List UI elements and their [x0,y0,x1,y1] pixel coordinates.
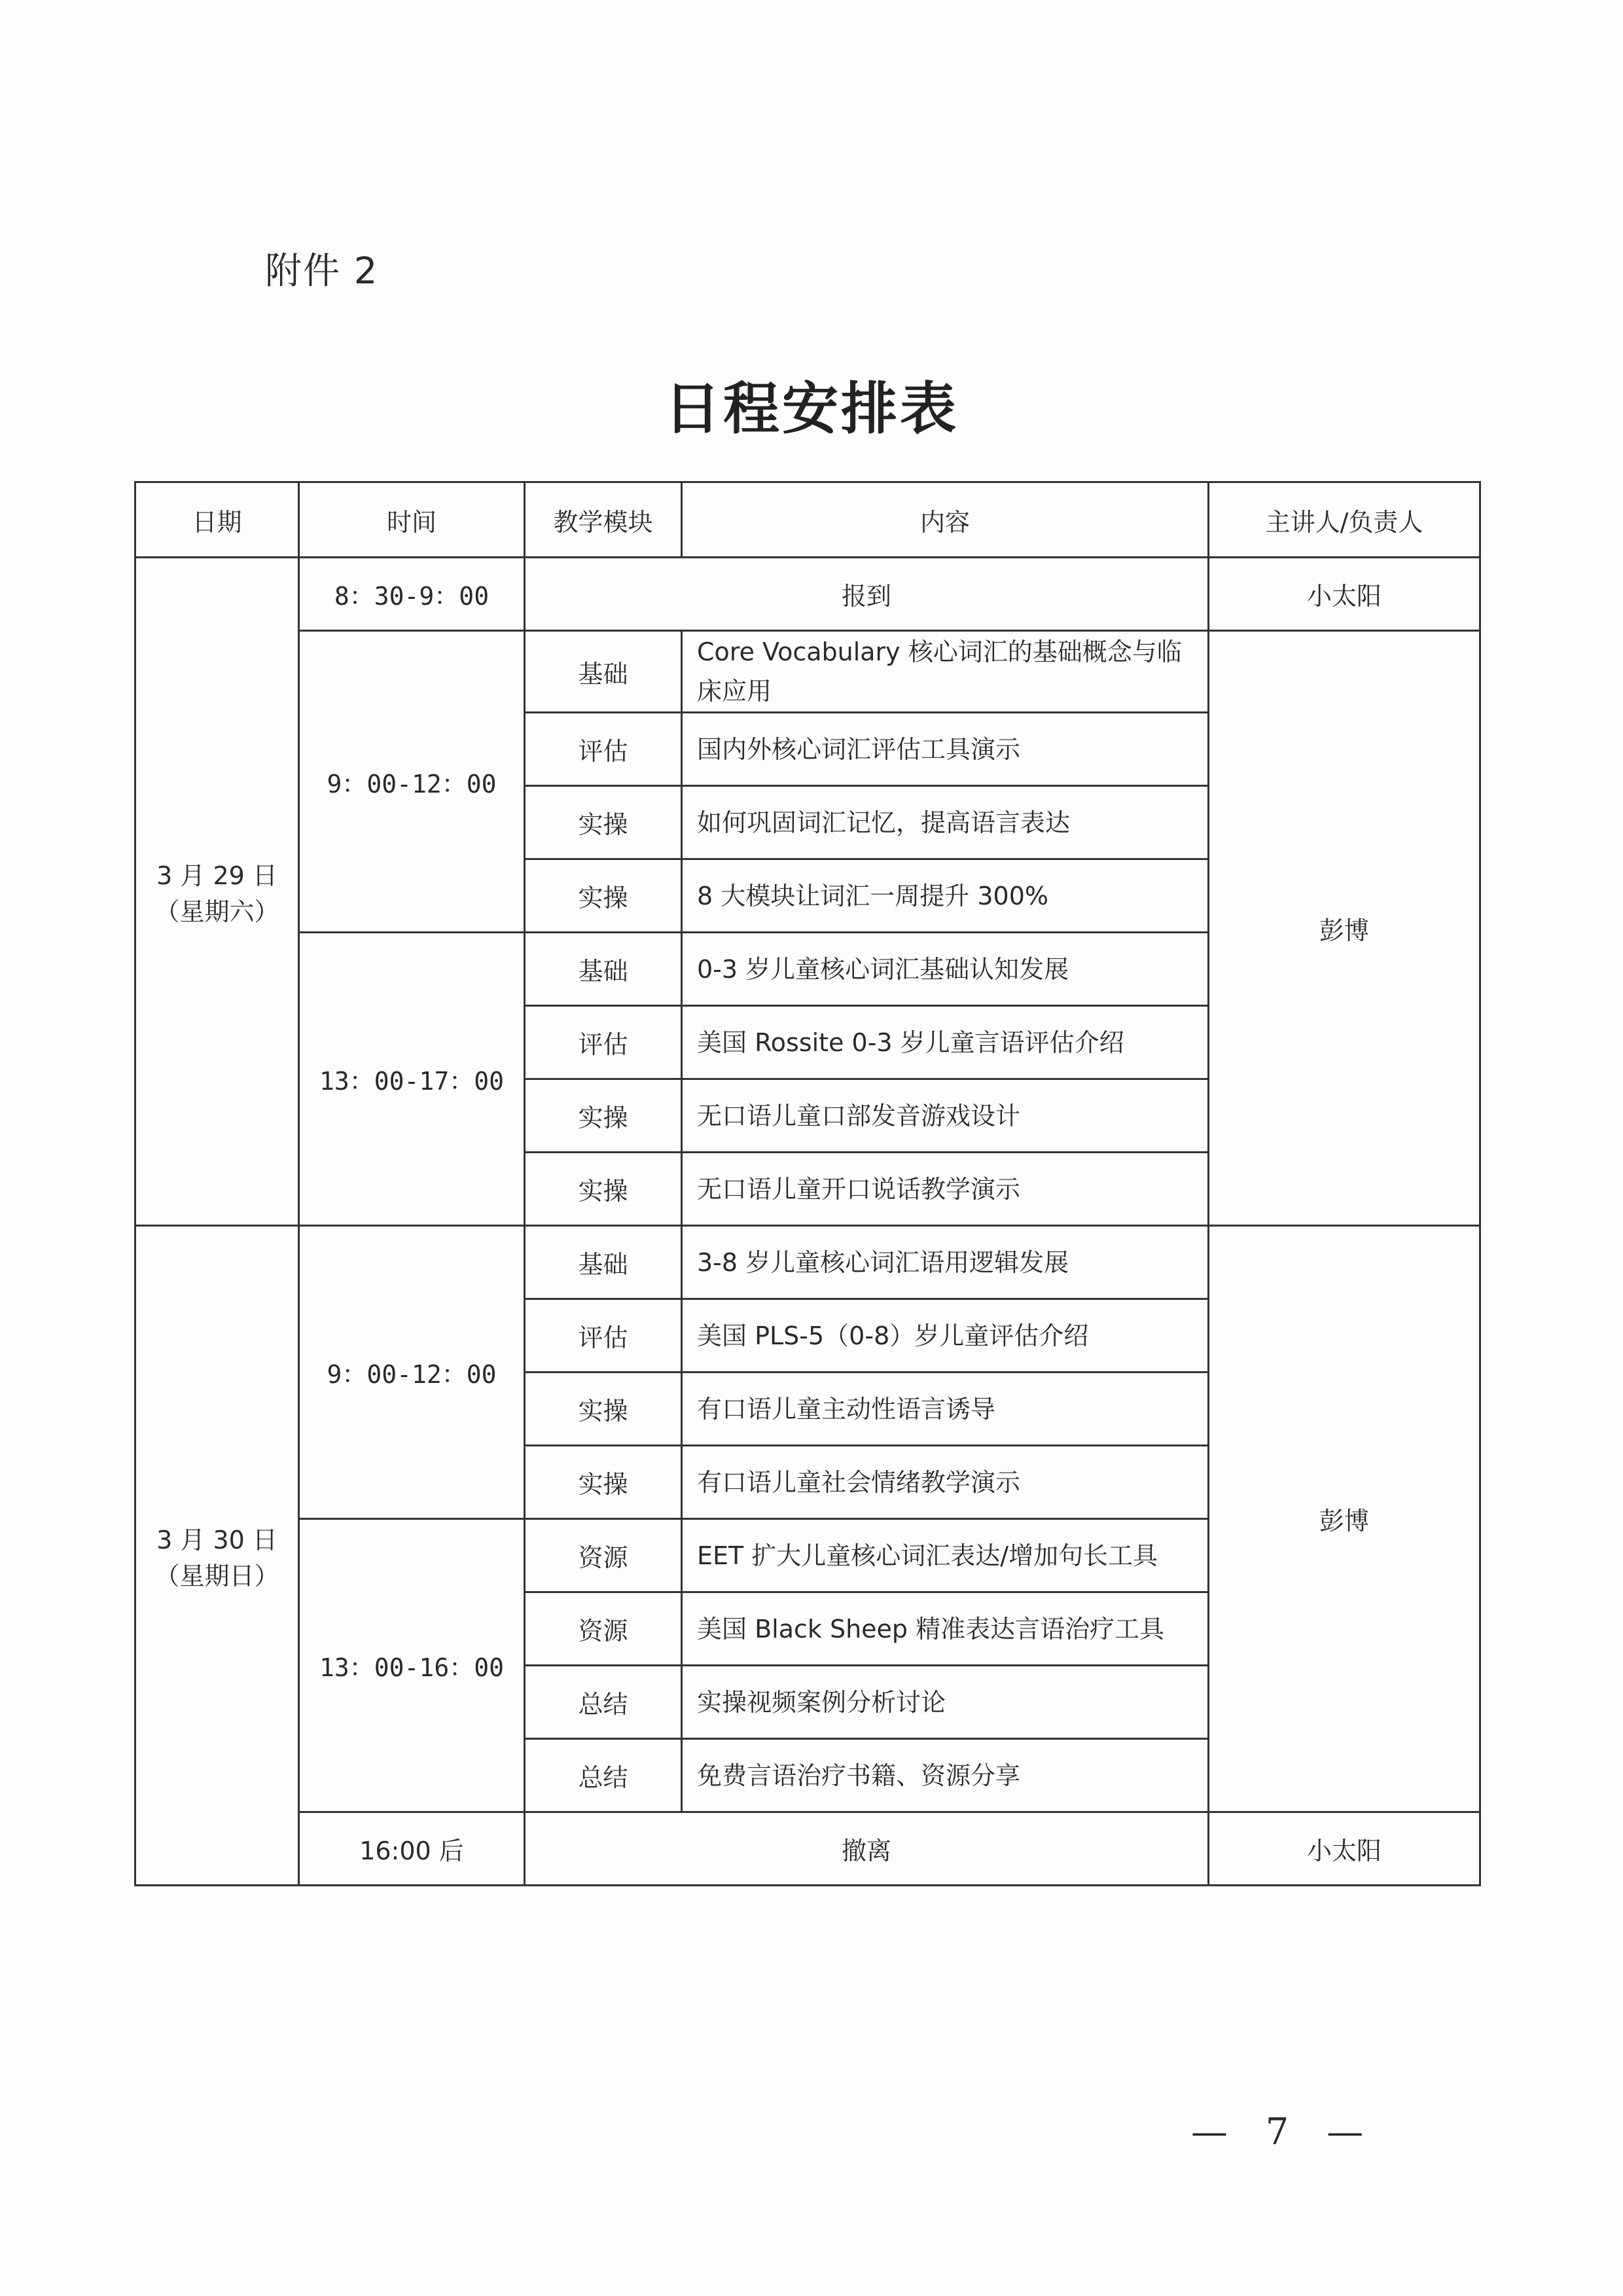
date-text: 3 月 29 日 [156,861,277,890]
time-cell: 13：00-16：00 [299,1519,525,1812]
time-cell: 9：00-12：00 [299,631,525,933]
module-cell: 评估 [525,1006,682,1079]
time-cell: 13：00-17：00 [299,933,525,1226]
speaker-cell: 彭博 [1209,1226,1480,1812]
speaker-cell: 彭博 [1209,631,1480,1226]
module-cell: 资源 [525,1519,682,1592]
date-text: 3 月 30 日 [156,1525,277,1554]
time-cell: 8：30-9：00 [299,558,525,631]
owner-cell: 小太阳 [1209,1812,1480,1886]
module-cell: 资源 [525,1592,682,1666]
page-number: — 7 — [1191,2111,1377,2153]
module-cell: 实操 [525,1446,682,1519]
time-cell: 9：00-12：00 [299,1226,525,1519]
schedule-table [134,481,1481,1886]
content-cell: Core Vocabulary 核心词汇的基础概念与临床应用 [682,631,1209,713]
content-cell: 报到 [525,558,1209,631]
module-cell: 基础 [525,933,682,1006]
attachment-label: 附件 2 [265,250,379,293]
content-cell: 有口语儿童主动性语言诱导 [682,1372,1209,1446]
module-cell: 评估 [525,713,682,786]
module-cell: 实操 [525,859,682,933]
content-cell: 8 大模块让词汇一周提升 300% [682,859,1209,933]
content-cell: 实操视频案例分析讨论 [682,1666,1209,1739]
page-title: 日程安排表 [664,376,959,442]
module-cell: 基础 [525,631,682,713]
header-date: 日期 [135,482,299,558]
header-module: 教学模块 [525,482,682,558]
weekday-text: （星期日） [154,1561,279,1590]
owner-cell: 小太阳 [1209,558,1480,631]
module-cell: 基础 [525,1226,682,1299]
content-cell: 无口语儿童开口说话教学演示 [682,1153,1209,1226]
date-cell-day2 [135,1226,299,1886]
table-row [135,558,1480,631]
content-cell: 免费言语治疗书籍、资源分享 [682,1739,1209,1812]
table-header-row [135,482,1480,558]
content-cell: 美国 Rossite 0-3 岁儿童言语评估介绍 [682,1006,1209,1079]
content-cell: EET 扩大儿童核心词汇表达/增加句长工具 [682,1519,1209,1592]
header-content: 内容 [682,482,1209,558]
weekday-text: （星期六） [154,897,279,926]
module-cell: 实操 [525,1153,682,1226]
table-row [135,1812,1480,1886]
time-cell: 16:00 后 [299,1812,525,1886]
content-cell: 3-8 岁儿童核心词汇语用逻辑发展 [682,1226,1209,1299]
module-cell: 实操 [525,1372,682,1446]
module-cell: 总结 [525,1739,682,1812]
content-cell: 如何巩固词汇记忆，提高语言表达 [682,786,1209,859]
module-cell: 评估 [525,1299,682,1372]
content-cell: 美国 Black Sheep 精准表达言语治疗工具 [682,1592,1209,1666]
header-time: 时间 [299,482,525,558]
table-row [135,631,1480,713]
content-cell: 撤离 [525,1812,1209,1886]
content-cell: 0-3 岁儿童核心词汇基础认知发展 [682,933,1209,1006]
content-cell: 有口语儿童社会情绪教学演示 [682,1446,1209,1519]
date-cell-day1 [135,558,299,1226]
header-speaker: 主讲人/负责人 [1209,482,1480,558]
content-cell: 国内外核心词汇评估工具演示 [682,713,1209,786]
module-cell: 总结 [525,1666,682,1739]
content-cell: 美国 PLS-5（0-8）岁儿童评估介绍 [682,1299,1209,1372]
module-cell: 实操 [525,1079,682,1153]
content-cell: 无口语儿童口部发音游戏设计 [682,1079,1209,1153]
module-cell: 实操 [525,786,682,859]
table-row [135,1226,1480,1299]
